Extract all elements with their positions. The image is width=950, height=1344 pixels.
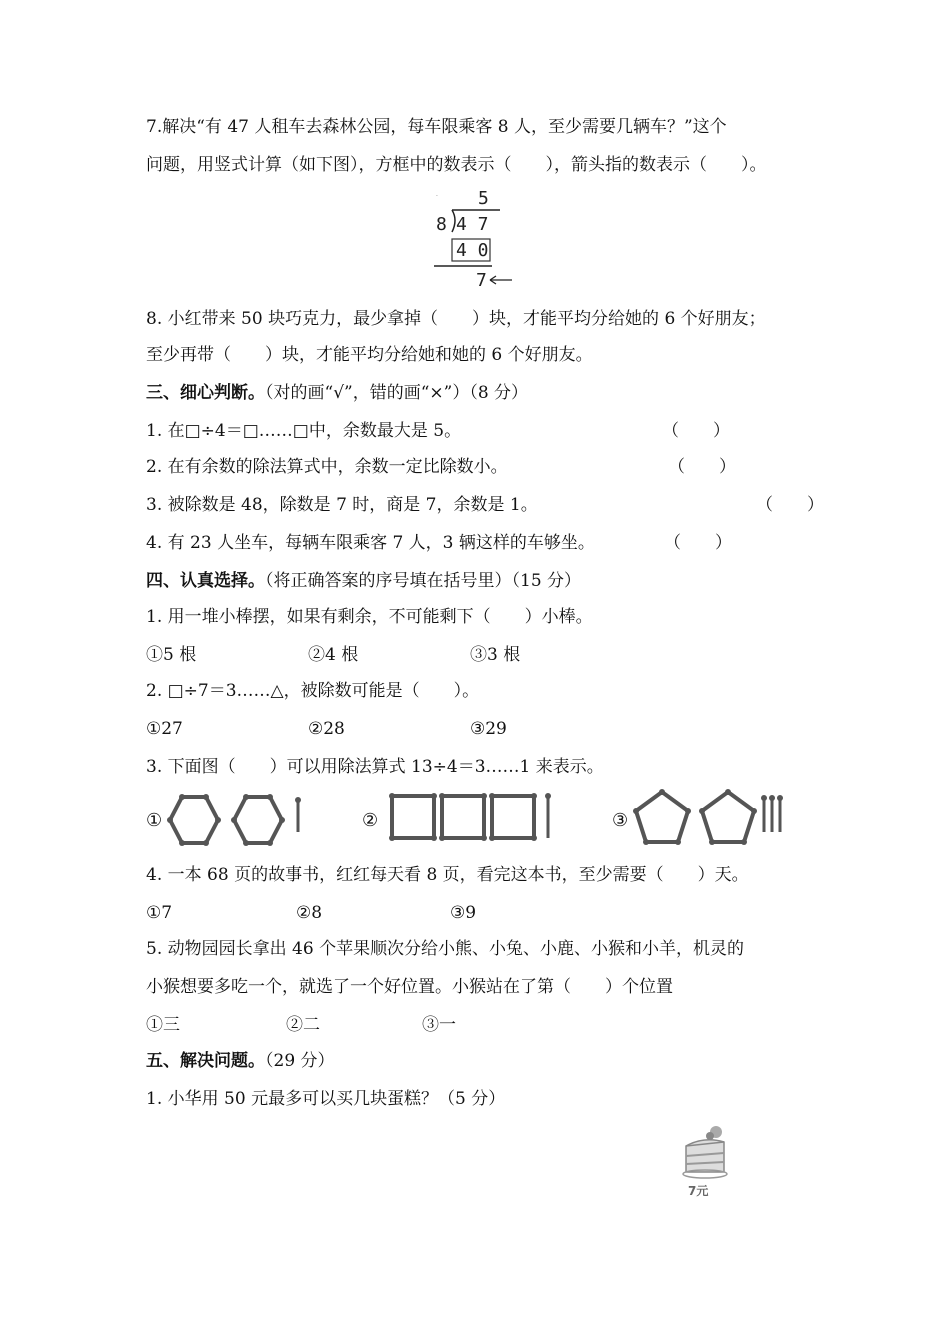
cake-icon bbox=[680, 1122, 730, 1182]
choice-q5-option-2[interactable]: ②二 bbox=[286, 1015, 320, 1035]
judge-answer-1[interactable]: （ ） bbox=[662, 421, 730, 441]
section3-heading bbox=[146, 382, 528, 404]
choice-q1-option-1[interactable]: ①5 根 bbox=[146, 645, 197, 665]
choice-q4-option-1[interactable]: ①7 bbox=[146, 903, 173, 923]
svg-text:·: · bbox=[436, 193, 438, 200]
arrow-left-icon bbox=[490, 276, 512, 284]
section4-title: 四、认真选择。 bbox=[146, 571, 265, 591]
section5-title: 五、解决问题。 bbox=[146, 1051, 265, 1071]
choice-q5-line2: 小猴想要多吃一个，就选了一个好位置。小猴站在了第（ ）个位置 bbox=[146, 977, 673, 997]
choice-q4-option-2[interactable]: ②8 bbox=[296, 903, 323, 923]
choice-q1-option-3[interactable]: ③3 根 bbox=[470, 645, 521, 665]
choice-q3: 3. 下面图（ ）可以用除法算式 13÷4＝3……1 来表示。 bbox=[146, 757, 604, 777]
pentagon-2 bbox=[702, 792, 754, 842]
q8-line1: 8. 小红带来 50 块巧克力，最少拿掉（ ）块，才能平均分给她的 6 个好朋友； bbox=[146, 309, 766, 329]
figure-option-2-label[interactable]: ② bbox=[362, 810, 379, 831]
judge-answer-4[interactable]: （ ） bbox=[664, 533, 732, 553]
judge-answer-2[interactable]: （ ） bbox=[668, 457, 736, 477]
square-1 bbox=[392, 796, 434, 838]
pentagon-1 bbox=[636, 792, 688, 842]
hexagon-2 bbox=[234, 797, 282, 843]
choice-q4-option-3[interactable]: ③9 bbox=[450, 903, 477, 923]
long-division-svg bbox=[430, 188, 520, 292]
judge-item-1: 1. 在□÷4＝□……□中，余数最大是 5。 bbox=[146, 421, 462, 441]
judge-answer-3[interactable]: （ ） bbox=[756, 495, 824, 515]
judge-item-4: 4. 有 23 人坐车，每辆车限乘客 7 人，3 辆这样的车够坐。 bbox=[146, 533, 595, 553]
section4-heading bbox=[146, 570, 581, 592]
square-3 bbox=[492, 796, 534, 838]
section3-note: （对的画“√”，错的画“×”）（8 分） bbox=[265, 383, 529, 403]
section3-title: 三、细心判断。 bbox=[146, 383, 265, 403]
section5-note: （29 分） bbox=[265, 1051, 335, 1071]
choice-q2-option-1[interactable]: ①27 bbox=[146, 719, 183, 739]
judge-item-2: 2. 在有余数的除法算式中，余数一定比除数小。 bbox=[146, 457, 508, 477]
leftover-sticks bbox=[764, 798, 780, 832]
square-2 bbox=[442, 796, 484, 838]
division-bracket bbox=[452, 210, 455, 232]
cake-price: 7元 bbox=[688, 1184, 709, 1198]
figure-option-3-label[interactable]: ③ bbox=[612, 810, 629, 831]
division-divisor: 8 bbox=[436, 214, 447, 235]
problem-q1: 1. 小华用 50 元最多可以买几块蛋糕？（5 分） bbox=[146, 1089, 506, 1109]
cake-illustration bbox=[680, 1122, 730, 1200]
judge-item-3: 3. 被除数是 48，除数是 7 时，商是 7，余数是 1。 bbox=[146, 495, 538, 515]
hexagons-figure bbox=[166, 790, 306, 854]
choice-q5-option-3[interactable]: ③一 bbox=[422, 1015, 456, 1035]
choice-q5-line1: 5. 动物园园长拿出 46 个苹果顺次分给小熊、小兔、小鹿、小猴和小羊，机灵的 bbox=[146, 939, 745, 959]
figure-option-1-label[interactable]: ① bbox=[146, 810, 163, 831]
q7-line1: 7.解决“有 47 人租车去森林公园，每车限乘客 8 人，至少需要几辆车？”这个 bbox=[146, 117, 727, 137]
choice-q2-option-2[interactable]: ②28 bbox=[308, 719, 345, 739]
q7-line2: 问题，用竖式计算（如下图），方框中的数表示（ ），箭头指的数表示（ ）。 bbox=[146, 155, 767, 175]
pentagons-figure bbox=[630, 786, 796, 854]
choice-q5-option-1[interactable]: ①三 bbox=[146, 1015, 180, 1035]
choice-q4: 4. 一本 68 页的故事书，红红每天看 8 页，看完这本书，至少需要（ ）天。 bbox=[146, 865, 749, 885]
division-remainder: 7 bbox=[476, 270, 487, 291]
hexagon-1 bbox=[170, 797, 218, 843]
choice-q1: 1. 用一堆小棒摆，如果有剩余，不可能剩下（ ）小棒。 bbox=[146, 607, 593, 627]
squares-figure bbox=[386, 790, 556, 850]
division-dividend: 4 7 bbox=[456, 214, 489, 235]
section5-heading bbox=[146, 1050, 335, 1072]
section4-note: （将正确答案的序号填在括号里）（15 分） bbox=[265, 571, 582, 591]
choice-q2: 2. □÷7＝3……△，被除数可能是（ ）。 bbox=[146, 681, 480, 701]
choice-q1-option-2[interactable]: ②4 根 bbox=[308, 645, 359, 665]
choice-q2-option-3[interactable]: ③29 bbox=[470, 719, 507, 739]
division-product: 4 0 bbox=[456, 240, 489, 261]
long-division-figure bbox=[430, 188, 520, 292]
division-quotient: 5 bbox=[478, 188, 489, 209]
q8-line2: 至少再带（ ）块，才能平均分给她和她的 6 个好朋友。 bbox=[146, 345, 593, 365]
